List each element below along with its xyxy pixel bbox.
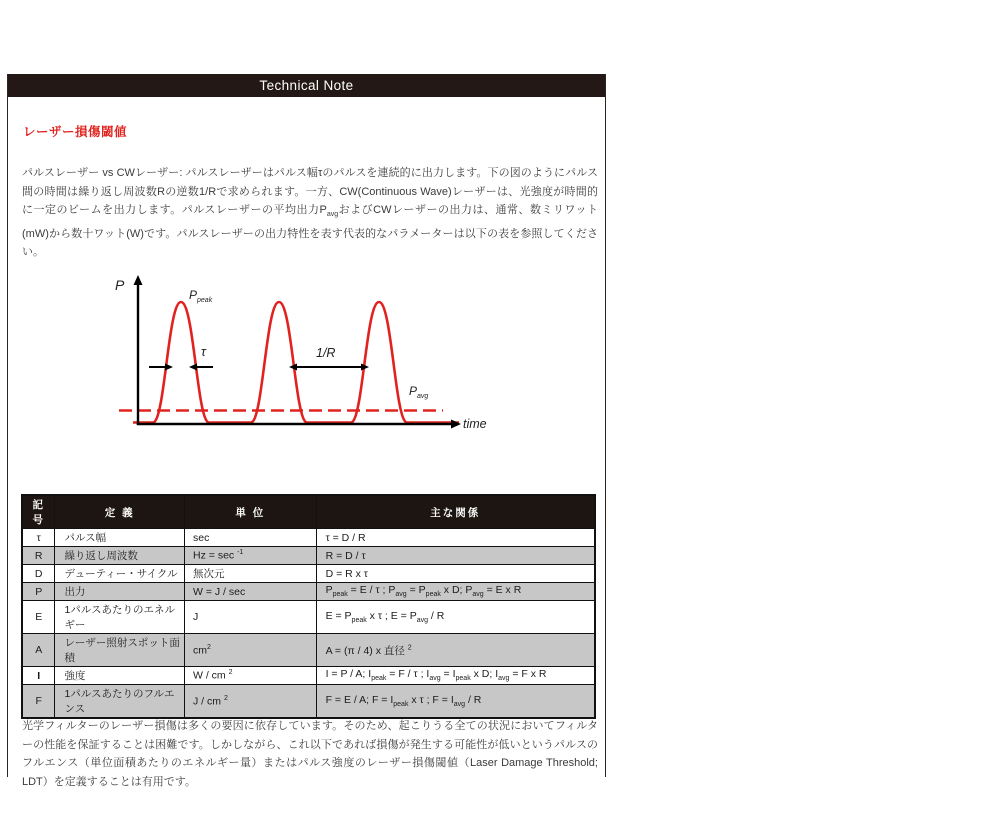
- y-axis-label: P: [115, 277, 125, 293]
- tau-left-arrowhead: [165, 364, 173, 371]
- pulse-width-label: τ: [201, 344, 206, 359]
- unit-cell: W = J / sec: [185, 583, 317, 601]
- closing-paragraph: 光学フィルターのレーザー損傷は多くの要因に依存しています。そのため、起こりうる全ての状況においてフィルターの性能を保証することは困難です。しかしながら、これ以下であれば損傷が発生する可能性が低いというパルスのフルエンス（単位面積あたりのエネルギー量）またはパルス強度のレーザー損傷閾値（Laser Damage Threshold; LDT）を定義することは有用です。: [22, 720, 598, 788]
- pulse-diagram: [107, 272, 517, 440]
- table-row: [22, 583, 595, 601]
- unit-cell: sec: [185, 529, 317, 547]
- avg-power-label: $P_{avg}$: [409, 384, 429, 400]
- definition-cell: レーザー照射スポット面積: [55, 634, 185, 667]
- table-row: [22, 601, 595, 634]
- table-row: [22, 685, 595, 719]
- relation-cell: R = D / τ: [316, 547, 595, 565]
- header-title: Technical Note: [259, 78, 354, 93]
- definition-cell: パルス幅: [55, 529, 185, 547]
- table-row: [22, 667, 595, 685]
- definition-cell: 出力: [55, 583, 185, 601]
- unit-cell: W / cm $^2$: [185, 667, 317, 685]
- symbol-cell: R: [22, 547, 55, 565]
- unit-cell: Hz = sec $^{-1}$: [185, 547, 317, 565]
- unit-cell: J / cm $^2$: [185, 685, 317, 719]
- symbol-cell: I: [22, 667, 55, 685]
- relation-cell: D = R x τ: [316, 565, 595, 583]
- table-row: [22, 565, 595, 583]
- relation-cell: A = (π / 4) x 直径 $^2$: [316, 634, 595, 667]
- parameter-table: [21, 494, 596, 719]
- relation-cell: $P_{peak} = E / \tau$ ; $P_{avg} = P_{peak}$ x D; $P_{avg} = E$ x R: [316, 583, 595, 601]
- x-axis-arrowhead: [451, 420, 461, 429]
- header-definition: 定 義: [55, 495, 185, 529]
- y-axis-arrowhead: [134, 275, 143, 285]
- symbol-cell: D: [22, 565, 55, 583]
- pulse-train-figure: [107, 272, 517, 440]
- definition-cell: 強度: [55, 667, 185, 685]
- relation-cell: I = P / A; $I_{peak} = F / \tau$ ; $I_{avg} = I_{peak}$ x D; $I_{avg} = F$ x R: [316, 667, 595, 685]
- technical-note-page: [7, 74, 606, 788]
- symbol-cell: P: [22, 583, 55, 601]
- page-header-bar: [8, 74, 605, 97]
- definition-cell: デューティー・サイクル: [55, 565, 185, 583]
- relation-cell: $E = P_{peak}$ x τ ; $E = P_{avg} / R$: [316, 601, 595, 634]
- unit-cell: 無次元: [185, 565, 317, 583]
- symbol-cell: E: [22, 601, 55, 634]
- table-row: [22, 529, 595, 547]
- header-symbol: 記号: [22, 495, 55, 529]
- relation-cell: F = E / A; $F = I_{peak}$ x τ ; $F = I_{avg} / R$: [316, 685, 595, 719]
- pulse-train-curve: [133, 302, 459, 423]
- definition-cell: 繰り返し周波数: [55, 547, 185, 565]
- intro-paragraph: パルスレーザー vs CWレーザー: パルスレーザーはパルス幅τのパルスを連続的に出力します。下の図のようにパルス間の時間は繰り返し周波数Rの逆数1/Rで求められます。一方、CW(Continuous Wave)レーザーは、光強度が時間的に一定のビームを出力します。パルスレーザーの平均出力$P_{avg}$およびCWレーザーの出力は、通常、数ミリワット(mW)から数十ワット(W)です。パルスレーザーの出力特性を表す代表的なパラメーターは以下の表を参照してください。: [22, 167, 598, 259]
- header-relation: 主な関係: [316, 495, 595, 529]
- symbol-cell: A: [22, 634, 55, 667]
- tau-right-arrowhead: [189, 364, 197, 371]
- table-row: [22, 634, 595, 667]
- unit-cell: $cm^2$: [185, 634, 317, 667]
- symbol-cell: τ: [22, 529, 55, 547]
- symbol-cell: F: [22, 685, 55, 719]
- header-unit: 単 位: [185, 495, 317, 529]
- period-label: 1/R: [316, 346, 336, 360]
- table-row: [22, 547, 595, 565]
- unit-cell: J: [185, 601, 317, 634]
- definition-cell: 1パルスあたりのフルエンス: [55, 685, 185, 719]
- relation-cell: τ = D / R: [316, 529, 595, 547]
- page-title: レーザー損傷閾値: [23, 125, 128, 139]
- x-axis-label: time: [463, 417, 487, 431]
- definition-cell: 1パルスあたりのエネルギー: [55, 601, 185, 634]
- peak-power-label: $P_{peak}$: [189, 288, 213, 304]
- table-header-row: [22, 495, 595, 529]
